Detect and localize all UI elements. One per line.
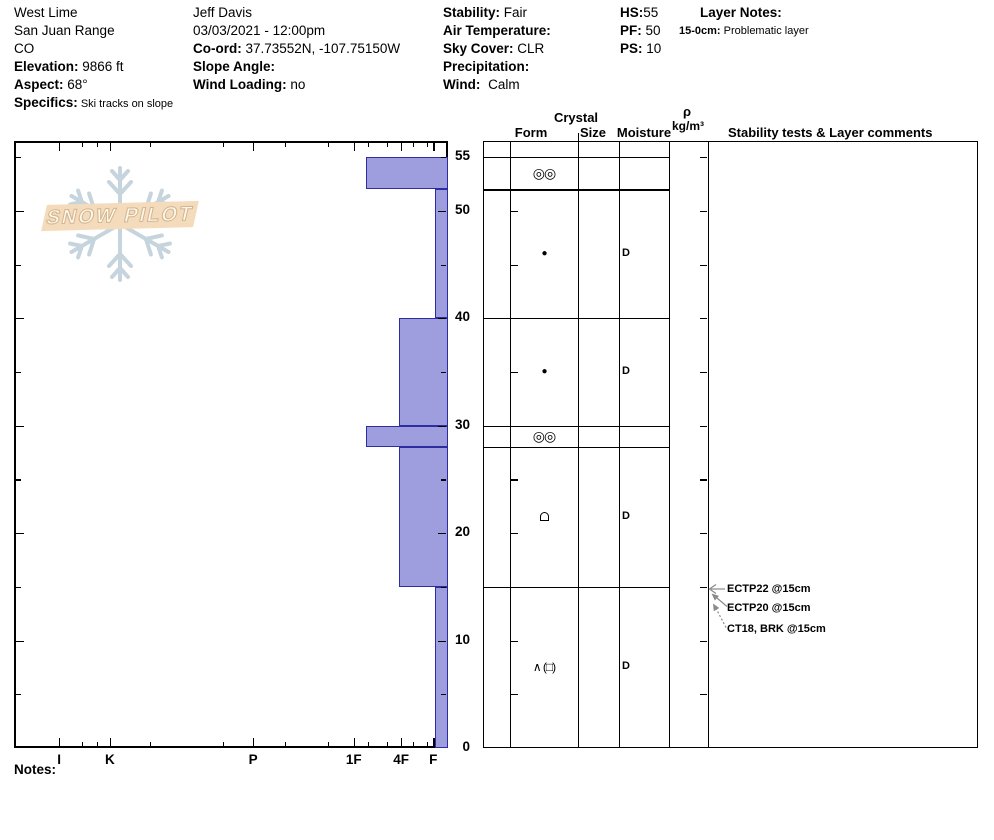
ps-value: 10 (642, 41, 662, 56)
coord-value: 37.73552N, -107.75150W (241, 41, 401, 56)
hardness-label: P (248, 752, 258, 767)
panel-column-divider (619, 141, 620, 748)
hardness-minor-tick (368, 742, 369, 746)
depth-tick (16, 641, 24, 642)
air-temp-label: Air Temperature: (443, 23, 551, 38)
precipitation-label: Precipitation: (443, 59, 530, 74)
layer-notes-title: Layer Notes: (700, 5, 782, 20)
pf-value: 50 (641, 23, 661, 38)
panel-depth-tick (700, 479, 707, 480)
panel-depth-tick (511, 641, 518, 642)
hardness-tick (253, 738, 254, 746)
wind-loading-label: Wind Loading: (193, 77, 287, 92)
hardness-minor-tick (328, 143, 329, 147)
depth-tick (441, 372, 446, 373)
logo-text: SNOW PILOT (44, 202, 196, 229)
stability-tests-header: Stability tests & Layer comments (728, 125, 933, 140)
hardness-minor-tick (82, 143, 83, 147)
hs-value: 55 (643, 5, 659, 20)
depth-tick (16, 211, 24, 212)
grain-form-symbol: ● (541, 247, 547, 259)
depth-label: 0 (462, 739, 470, 754)
ps-label: PS: (620, 41, 643, 56)
panel-depth-tick (700, 641, 707, 642)
hs-label: HS: (620, 5, 644, 20)
hardness-minor-tick (328, 742, 329, 746)
depth-tick (441, 587, 446, 588)
stability-test-arrowhead (713, 604, 719, 612)
elevation-value: 9866 ft (78, 59, 124, 74)
panel-depth-tick (511, 265, 518, 266)
layer-boundary-line (483, 587, 669, 588)
moisture-value: D (622, 660, 630, 673)
layer-note-text: Problematic layer (720, 25, 809, 37)
range-name: San Juan Range (14, 23, 115, 38)
depth-tick (16, 533, 24, 534)
stability-value: Fair (500, 5, 528, 20)
sky-cover-label: Sky Cover: (443, 41, 514, 56)
layer-boundary-line (483, 318, 669, 319)
hardness-tick (354, 143, 355, 151)
depth-tick (16, 694, 21, 695)
coord-label: Co-ord: (193, 41, 242, 56)
hardness-minor-tick (413, 742, 414, 746)
panel-depth-tick (700, 265, 707, 266)
depth-label: 40 (454, 309, 470, 325)
observation-datetime: 03/03/2021 - 12:00pm (193, 23, 326, 38)
panel-depth-tick (700, 372, 707, 373)
hardness-tick (401, 738, 402, 746)
panel-column-divider (708, 141, 709, 748)
depth-tick (16, 479, 21, 480)
layer-boundary-line (483, 447, 669, 448)
wind-label: Wind: (443, 77, 481, 92)
pf-label: PF: (620, 23, 642, 38)
stability-test-arrowhead (712, 594, 720, 601)
density-unit-header: kg/m³ (671, 119, 704, 133)
moisture-value: D (622, 246, 630, 259)
layer-boundary-line (483, 189, 669, 190)
depth-label: 50 (454, 201, 470, 217)
hardness-minor-tick (285, 742, 286, 746)
panel-depth-tick (700, 318, 707, 319)
hardness-bar (435, 587, 448, 748)
hardness-tick (110, 738, 111, 746)
hardness-tick (253, 143, 254, 151)
hardness-minor-tick (387, 742, 388, 746)
hardness-minor-tick (413, 143, 414, 147)
depth-tick (441, 479, 446, 480)
specifics-value: Ski tracks on slope (77, 98, 174, 110)
grain-form-symbol: ◎◎ (532, 165, 556, 182)
moisture-header: Moisture (616, 125, 672, 140)
hardness-minor-tick (150, 742, 151, 746)
depth-tick (16, 587, 21, 588)
depth-tick (16, 265, 21, 266)
panel-depth-tick (511, 533, 518, 534)
observer-name: Jeff Davis (193, 5, 253, 20)
stability-test-arrowhead (710, 585, 717, 594)
state-name: CO (14, 41, 35, 56)
panel-column-divider (669, 141, 670, 748)
density-symbol-header: ρ (682, 104, 692, 119)
stability-test-label: ECTP22 @15cm (727, 582, 811, 595)
hardness-label: K (105, 752, 115, 767)
panel-depth-tick (700, 694, 707, 695)
depth-tick (16, 157, 21, 158)
depth-tick (16, 318, 24, 319)
depth-label: 20 (454, 524, 470, 540)
sky-cover-value: CLR (513, 41, 545, 56)
depth-label: 10 (454, 631, 470, 647)
grain-form-symbol: ∧ (□) (532, 660, 556, 675)
panel-depth-tick (700, 211, 707, 212)
hardness-minor-tick (82, 742, 83, 746)
depth-label: 30 (454, 416, 470, 432)
aspect-value: 68° (63, 77, 88, 92)
grain-form-symbol: ● (541, 365, 547, 377)
hardness-tick (59, 143, 60, 151)
panel-depth-tick (700, 533, 707, 534)
panel-depth-tick (700, 426, 707, 427)
specifics-label: Specifics: (14, 95, 78, 110)
panel-depth-tick (700, 587, 707, 588)
layer-note-range: 15-0cm: (679, 25, 721, 37)
hardness-minor-tick (223, 143, 224, 147)
grain-form-symbol round-top-square-icon (540, 512, 549, 521)
size-header: Size (579, 125, 606, 140)
hardness-minor-tick (97, 143, 98, 147)
hardness-label: F (429, 752, 438, 767)
hardness-tick (354, 738, 355, 746)
stability-test-label: ECTP20 @15cm (727, 601, 811, 614)
hardness-minor-tick (387, 143, 388, 147)
hardness-tick (110, 143, 111, 151)
crystal-header: Crystal (553, 110, 599, 125)
hardness-label: 4F (393, 752, 409, 767)
panel-depth-tick (511, 211, 518, 212)
pit-name: West Lime (14, 5, 78, 20)
elevation-label: Elevation: (14, 59, 79, 74)
aspect-label: Aspect: (14, 77, 64, 92)
notes-label: Notes: (14, 762, 57, 777)
panel-depth-tick (511, 479, 518, 480)
hardness-label: 1F (345, 752, 362, 767)
hardness-tick (401, 143, 402, 151)
hardness-tick (59, 738, 60, 746)
hardness-minor-tick (223, 742, 224, 746)
grain-form-symbol: ◎◎ (532, 428, 556, 445)
hardness-minor-tick (427, 143, 428, 147)
hardness-minor-tick (150, 143, 151, 147)
hardness-minor-tick (427, 742, 428, 746)
slope-angle-label: Slope Angle: (193, 59, 276, 74)
moisture-value: D (622, 364, 630, 377)
depth-tick (16, 426, 24, 427)
depth-tick (441, 694, 446, 695)
hardness-bar (399, 447, 448, 587)
depth-tick (16, 372, 21, 373)
panel-depth-tick (700, 157, 707, 158)
hardness-label: I (57, 752, 61, 767)
wind-loading-value: no (286, 77, 306, 92)
hardness-minor-tick (285, 143, 286, 147)
stability-test-arrow-line (715, 607, 726, 628)
layer-boundary-line (483, 157, 669, 158)
hardness-minor-tick (97, 742, 98, 746)
form-header: Form (514, 125, 548, 140)
panel-depth-tick (511, 694, 518, 695)
stability-test-arrow-line (714, 596, 727, 607)
wind-value: Calm (484, 77, 520, 92)
hardness-minor-tick (368, 143, 369, 147)
depth-label: 55 (454, 148, 470, 164)
stability-label: Stability: (443, 5, 501, 20)
moisture-value: D (622, 510, 630, 523)
stability-test-label: CT18, BRK @15cm (727, 622, 826, 635)
depth-tick (441, 265, 446, 266)
